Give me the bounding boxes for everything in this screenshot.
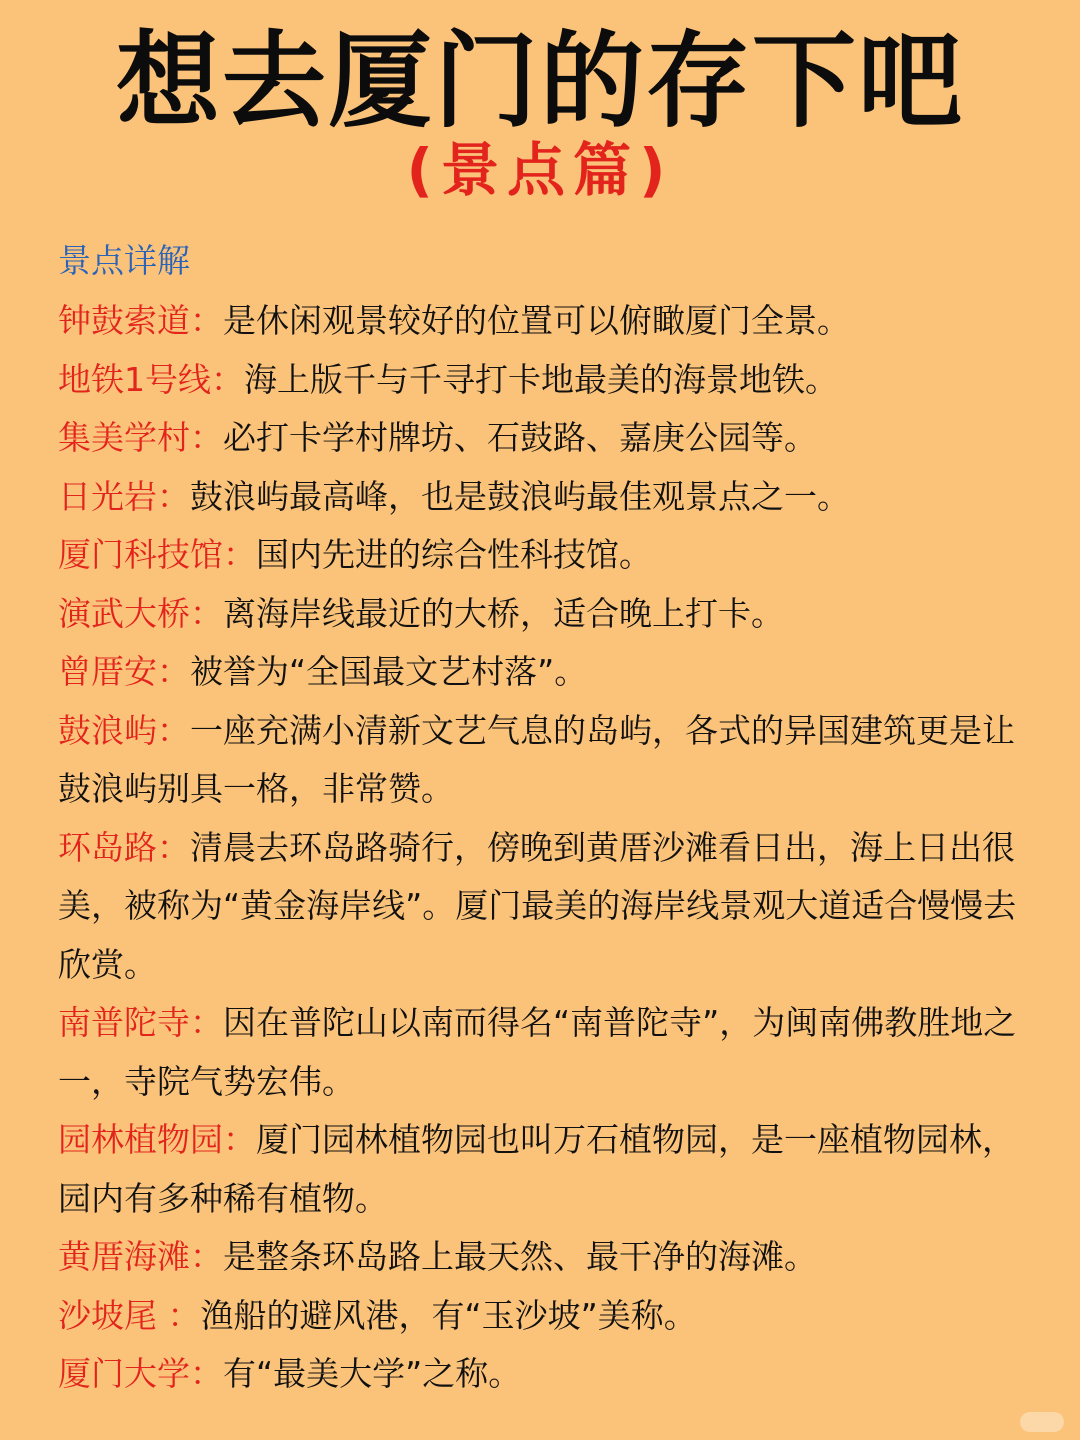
- attraction-name: 鼓浪屿：: [58, 710, 190, 750]
- attraction-name: 黄厝海滩：: [58, 1237, 223, 1276]
- section-heading: 景点详解: [58, 241, 190, 280]
- attraction-description: 海上版千与千寻打卡地最美的海景地铁。: [244, 359, 838, 399]
- attraction-description: 是休闲观景较好的位置可以俯瞰厦门全景。: [223, 301, 850, 340]
- attraction-description: 一座充满小清新文艺气息的岛屿，各式的异国建筑更是让鼓浪屿别具一格，非常赞。: [58, 710, 1015, 808]
- attraction-description: 被誉为“全国最文艺村落”。: [190, 652, 588, 691]
- attraction-description: 必打卡学村牌坊、石鼓路、嘉庚公园等。: [223, 418, 817, 457]
- attraction-description: 国内先进的综合性科技馆。: [256, 535, 652, 574]
- attraction-description: 离海岸线最近的大桥，适合晚上打卡。: [223, 593, 784, 633]
- attraction-name: 沙坡尾 ：: [58, 1295, 201, 1335]
- corner-mark: [1020, 1412, 1064, 1432]
- attraction-description: 渔船的避风港，有“玉沙坡”美称。: [200, 1295, 697, 1335]
- list-item: [58, 351, 1038, 410]
- page-subtitle: (景点篇): [406, 136, 674, 204]
- attraction-name: 厦门科技馆：: [58, 535, 256, 574]
- attraction-name: 集美学村：: [58, 418, 223, 457]
- list-item: [58, 1111, 1038, 1228]
- attraction-name: 地铁1号线：: [58, 359, 244, 399]
- attraction-name: 曾厝安：: [58, 652, 190, 691]
- attraction-name: 日光岩：: [58, 476, 190, 516]
- attraction-description: 是整条环岛路上最天然、最干净的海滩。: [223, 1237, 817, 1276]
- list-item: [58, 819, 1038, 995]
- list-item: [58, 1228, 1038, 1287]
- attraction-description: 因在普陀山以南而得名“南普陀寺”，为闽南佛教胜地之一，寺院气势宏伟。: [58, 1003, 1017, 1101]
- attraction-name: 园林植物园：: [58, 1120, 256, 1159]
- attraction-name: 环岛路：: [58, 827, 190, 867]
- list-item: [58, 643, 1038, 702]
- attraction-name: 厦门大学：: [58, 1354, 223, 1393]
- list-item: [58, 1345, 1038, 1404]
- list-item: [58, 409, 1038, 468]
- attraction-description: 鼓浪屿最高峰，也是鼓浪屿最佳观景点之一。: [190, 476, 850, 516]
- page-title: 想去厦门的存下吧: [115, 20, 964, 142]
- list-item: [58, 292, 1038, 351]
- attraction-list: [58, 292, 1038, 1404]
- list-item: [58, 1287, 1038, 1346]
- attraction-description: 厦门园林植物园也叫万石植物园，是一座植物园林，园内有多种稀有植物。: [58, 1120, 1015, 1218]
- attraction-name: 演武大桥：: [58, 593, 223, 633]
- list-item: [58, 585, 1038, 644]
- list-item: [58, 702, 1038, 819]
- attraction-description: 有“最美大学”之称。: [223, 1354, 522, 1393]
- list-item: [58, 526, 1038, 585]
- list-item: [58, 468, 1038, 527]
- list-item: [58, 994, 1038, 1111]
- attraction-description: 清晨去环岛路骑行，傍晚到黄厝沙滩看日出，海上日出很美，被称为“黄金海岸线”。厦门最美的海岸线景观大道适合慢慢去欣赏。: [58, 827, 1017, 984]
- attraction-name: 南普陀寺：: [58, 1003, 223, 1042]
- attraction-name: 钟鼓索道：: [58, 301, 223, 340]
